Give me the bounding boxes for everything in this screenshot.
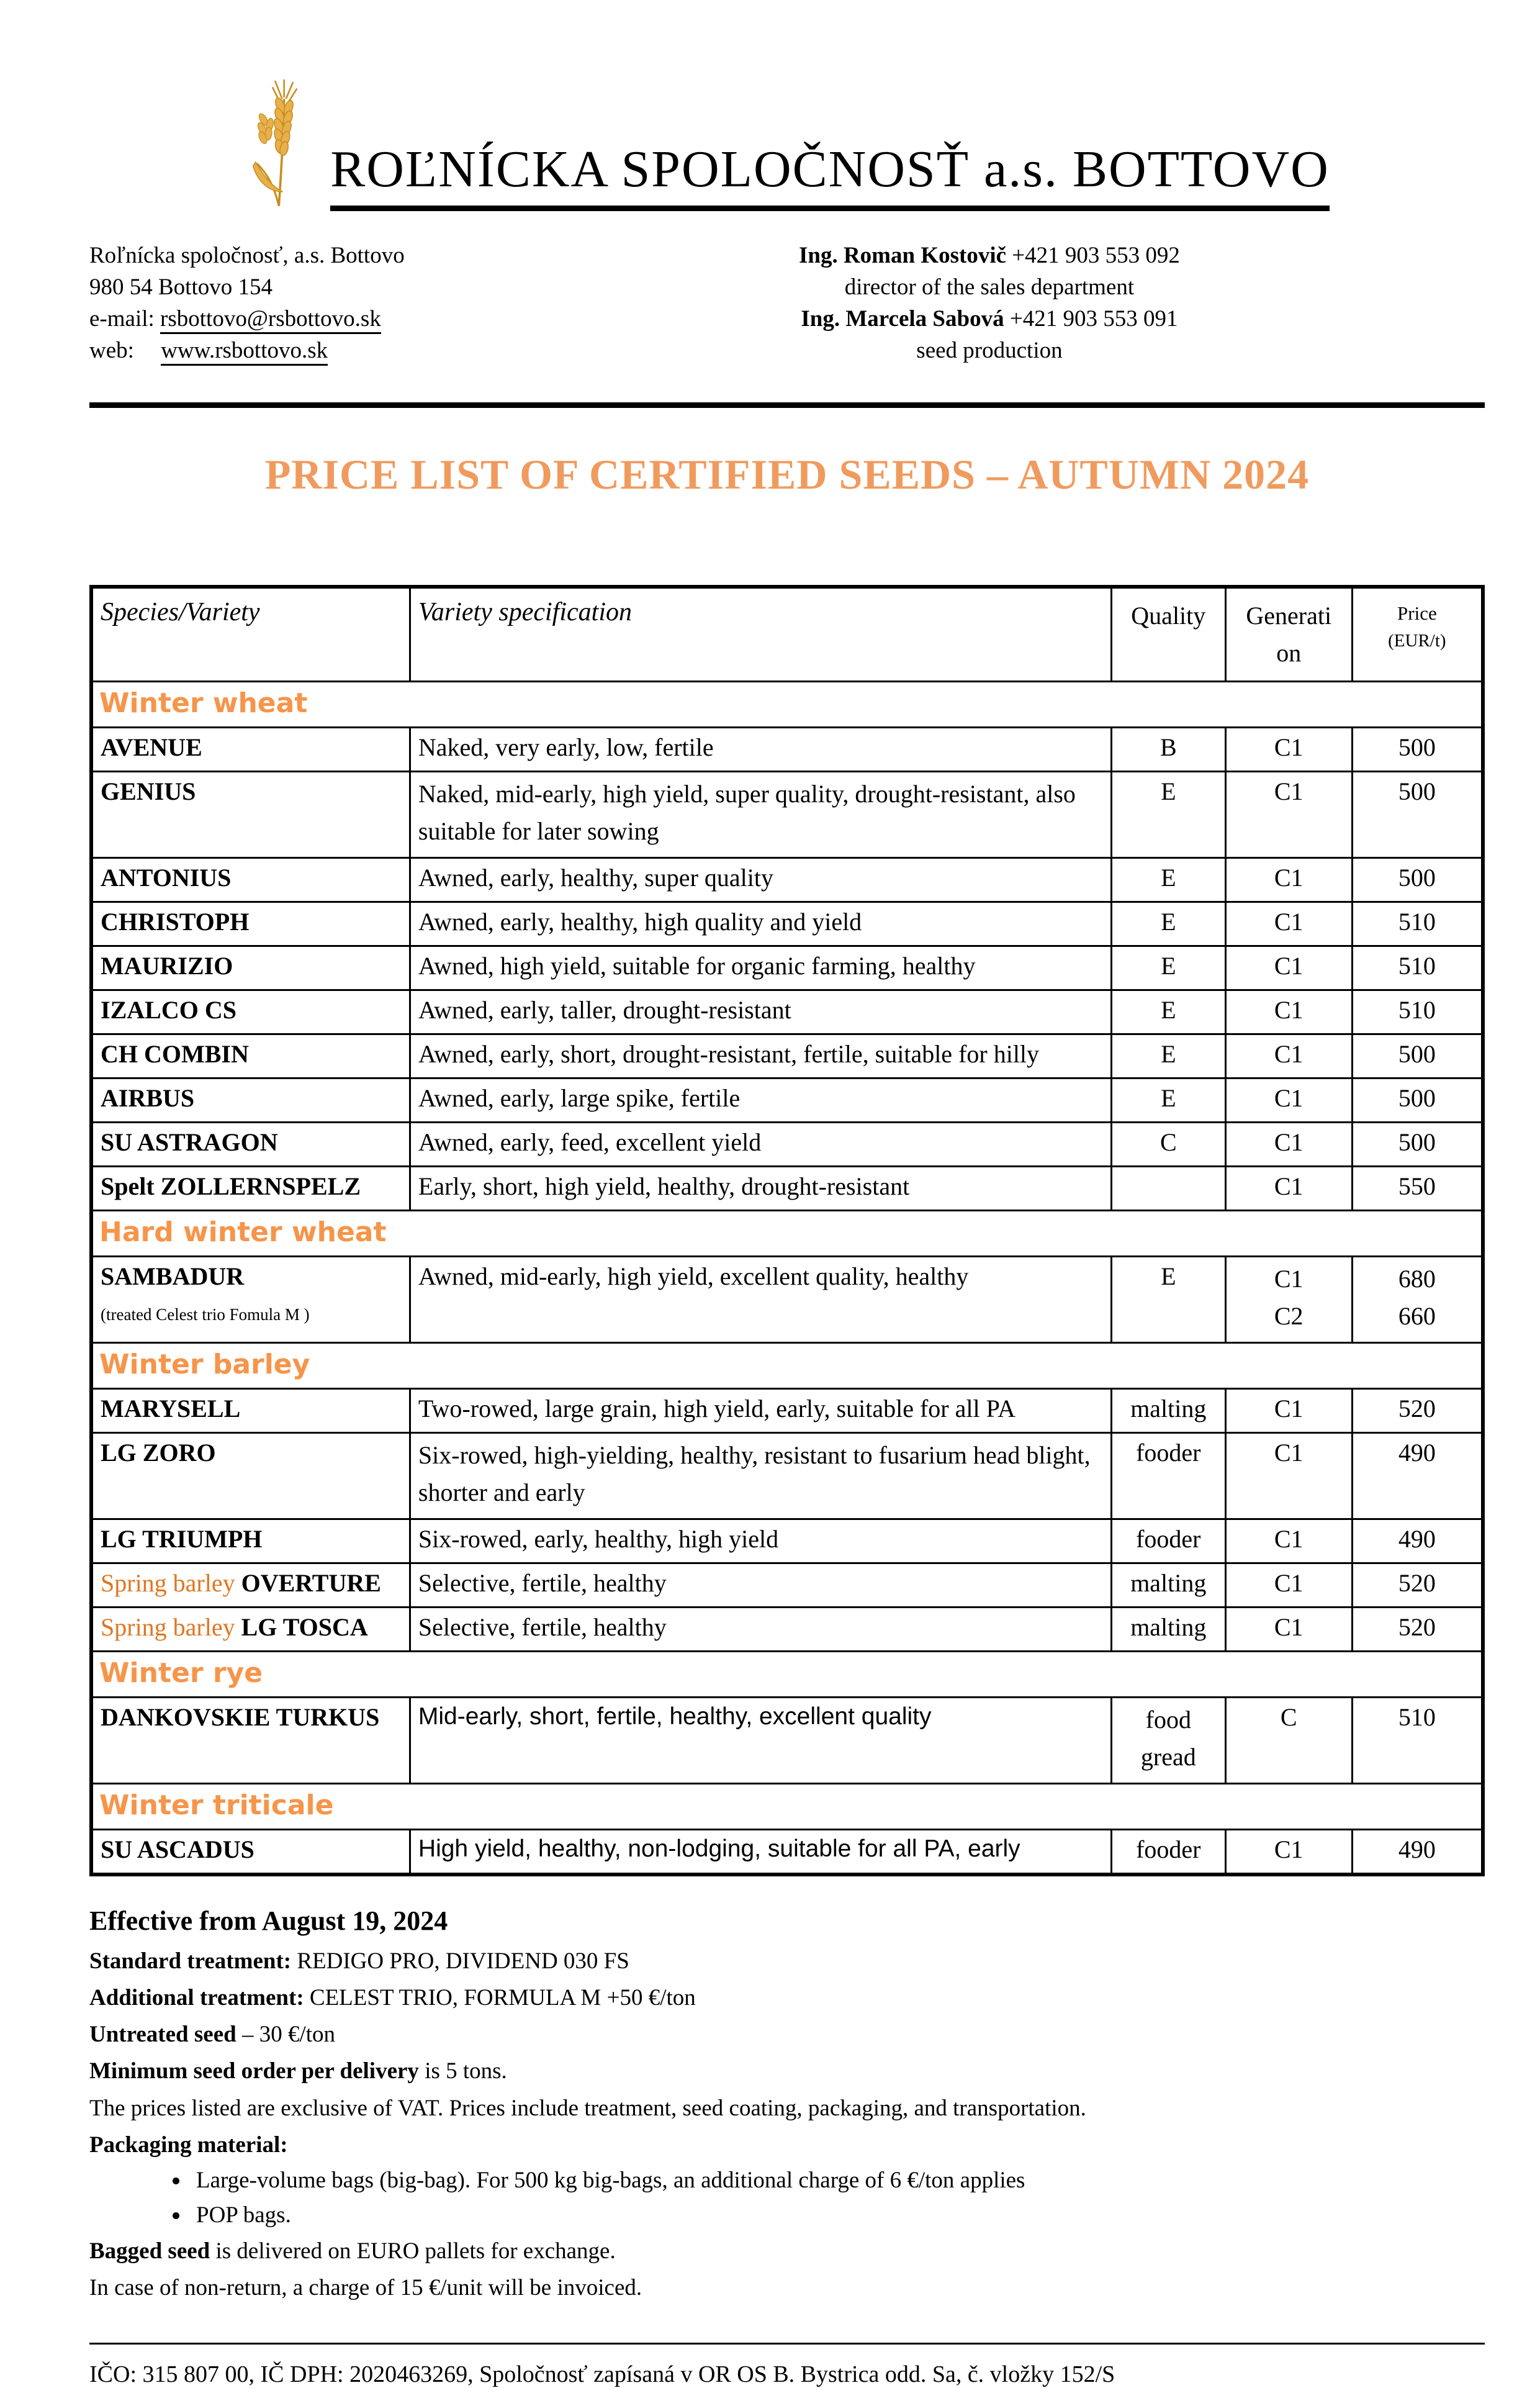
header-brand [89, 0, 1485, 211]
section-row-winter-wheat [91, 682, 1483, 728]
variety-cell [91, 1167, 410, 1211]
variety-prefix-label: Spring barley [101, 1613, 241, 1642]
table-row [91, 1519, 1483, 1563]
generation-cell: C1 [1225, 1167, 1352, 1211]
quality-cell: malting [1111, 1608, 1225, 1652]
quality-cell: E [1111, 1034, 1225, 1079]
variety-note: (treated Celest trio Fomula M ) [101, 1305, 310, 1324]
contact-company: Roľnícka spoločnosť, a.s. Bottovo [89, 243, 405, 268]
quality-cell: E [1111, 1079, 1225, 1123]
variety-name: SU ASTRAGON [101, 1128, 278, 1157]
generation-header-line1: Generati [1246, 602, 1332, 630]
variety-cell [91, 728, 410, 772]
generation-cell: C1 [1225, 1563, 1352, 1608]
after-bullet-lines [89, 2236, 1485, 2303]
variety-cell [91, 1034, 410, 1079]
table-row [91, 728, 1483, 772]
spec-cell: Naked, very early, low, fertile [410, 728, 1111, 772]
person-2-name: Ing. Marcela Sabová [801, 306, 1004, 332]
quality-cell: fooder [1111, 1433, 1225, 1519]
quality-cell: food gread [1111, 1698, 1225, 1784]
variety-cell [91, 1563, 410, 1608]
variety-name: SAMBADUR [101, 1262, 245, 1291]
price-cell: 500 [1352, 772, 1483, 858]
price-cell: 510 [1352, 1698, 1483, 1784]
section-header-winter-triticale: Winter triticale [91, 1784, 1483, 1830]
note-line [89, 2094, 1485, 2123]
note-line-text: In case of non-return, a charge of 15 €/unit will be invoiced. [89, 2274, 642, 2300]
contact-email-line [89, 303, 647, 335]
variety-name: LG TRIUMPH [101, 1525, 263, 1554]
note-line [89, 2236, 1485, 2266]
table-row [91, 946, 1483, 990]
variety-prefix-label: Spring barley [101, 1569, 241, 1598]
spec-cell: Early, short, high yield, healthy, drought-resistant [410, 1167, 1111, 1211]
generation-cell: C1 [1225, 902, 1352, 946]
price-cell: 490 [1352, 1519, 1483, 1563]
price-cell: 490 [1352, 1830, 1483, 1875]
variety-cell [91, 1830, 410, 1875]
spec-cell: Awned, early, healthy, high quality and yield [410, 902, 1111, 946]
spec-cell: Awned, early, short, drought-resistant, fertile, suitable for hilly [410, 1034, 1111, 1079]
variety-name: MARYSELL [101, 1395, 241, 1423]
section-row-winter-rye [91, 1652, 1483, 1698]
price-cell: 500 [1352, 728, 1483, 772]
price-column-header [1352, 587, 1483, 682]
quality-cell [1111, 1167, 1225, 1211]
generation-column-header [1225, 587, 1352, 682]
variety-name: CH COMBIN [101, 1040, 249, 1069]
generation-cell: C1 [1225, 858, 1352, 902]
price-cell: 490 [1352, 1433, 1483, 1519]
table-row [91, 858, 1483, 902]
variety-cell [91, 1519, 410, 1563]
price-cell: 520 [1352, 1389, 1483, 1433]
variety-name: AIRBUS [101, 1084, 195, 1113]
notes-section [89, 1905, 1485, 2303]
person-2-role: seed production [916, 338, 1063, 364]
bullet-item: • Large-volume bags (big-bag). For 500 kg big-bags, an additional charge of 6 €/ton applies [190, 2167, 1485, 2194]
spec-cell: Naked, mid-early, high yield, super quality, drought-resistant, also suitable for later sowing [410, 772, 1111, 858]
note-line [89, 1947, 1485, 1976]
note-line-text: is 5 tons. [418, 2058, 507, 2084]
note-line-text: – 30 €/ton [236, 2022, 336, 2048]
generation-cell: C [1225, 1698, 1352, 1784]
generation-cell: C1 [1225, 1123, 1352, 1167]
variety-name: CHRISTOPH [101, 908, 250, 936]
variety-name: IZALCO CS [101, 996, 236, 1024]
price-cell: 500 [1352, 1034, 1483, 1079]
quality-cell: E [1111, 772, 1225, 858]
person-1-phone: +421 903 553 092 [1012, 243, 1180, 268]
person-1-name: Ing. Roman Kostovič [798, 243, 1007, 268]
table-row [91, 1167, 1483, 1211]
generation-cell: C1 [1225, 946, 1352, 990]
generation-cell: C1 [1225, 990, 1352, 1034]
spec-cell: Selective, fertile, healthy [410, 1563, 1111, 1608]
section-header-winter-barley: Winter barley [91, 1343, 1483, 1389]
variety-cell [91, 1698, 410, 1784]
variety-cell [91, 1389, 410, 1433]
quality-cell: malting [1111, 1389, 1225, 1433]
variety-name: Spelt ZOLLERNSPELZ [101, 1172, 361, 1201]
generation-cell: C1 [1225, 1433, 1352, 1519]
quality-cell: E [1111, 946, 1225, 990]
variety-name: ANTONIUS [101, 864, 232, 892]
page-title: PRICE LIST OF CERTIFIED SEEDS – AUTUMN 2024 [264, 451, 1310, 499]
generation-cell: C1 [1225, 728, 1352, 772]
spec-cell: High yield, healthy, non-lodging, suitable for all PA, early [410, 1830, 1111, 1875]
spec-cell: Six-rowed, high-yielding, healthy, resistant to fusarium head blight, shorter and early [410, 1433, 1111, 1519]
variety-cell [91, 990, 410, 1034]
generation-cell: C1 [1225, 1389, 1352, 1433]
bullet-item: • POP bags. [190, 2202, 1485, 2228]
note-line [89, 2273, 1485, 2303]
spec-cell: Awned, high yield, suitable for organic farming, healthy [410, 946, 1111, 990]
table-row [91, 1034, 1483, 1079]
table-row [91, 1830, 1483, 1875]
spec-cell: Awned, early, taller, drought-resistant [410, 990, 1111, 1034]
variety-cell [91, 1433, 410, 1519]
person-2-phone: +421 903 553 091 [1009, 306, 1178, 332]
contact-left [89, 240, 647, 366]
generation-cell: C1 C2 [1225, 1257, 1352, 1343]
web-label: web: [89, 338, 134, 364]
price-cell: 520 [1352, 1563, 1483, 1608]
note-line-text: REDIGO PRO, DIVIDEND 030 FS [291, 1948, 629, 1974]
bottom-divider-rule [89, 2343, 1485, 2345]
variety-name: GENIUS [101, 777, 196, 806]
note-line [89, 2130, 1485, 2160]
email-label: e-mail: [89, 306, 155, 332]
quality-cell: B [1111, 728, 1225, 772]
quality-cell: E [1111, 858, 1225, 902]
quality-column-header: Quality [1111, 587, 1225, 682]
price-header-line2: (EUR/t) [1388, 631, 1446, 651]
generation-header-line2: on [1276, 639, 1302, 667]
quality-cell: malting [1111, 1563, 1225, 1608]
note-lines [89, 1947, 1485, 2160]
note-line-label: Minimum seed order per delivery [89, 2058, 419, 2084]
table-row [91, 1608, 1483, 1652]
table-row [91, 1698, 1483, 1784]
variety-cell [91, 1123, 410, 1167]
person-1-role: director of the sales department [844, 274, 1135, 301]
note-line-label: Standard treatment: [89, 1948, 292, 1974]
section-header-hard-winter-wheat: Hard winter wheat [91, 1211, 1483, 1257]
legal-line: IČO: 315 807 00, IČ DPH: 2020463269, Spoločnosť zapísaná v OR OS B. Bystrica odd. Sa, č. vložky 152/S [89, 2361, 1115, 2387]
variety-cell [91, 902, 410, 946]
spec-cell: Mid-early, short, fertile, healthy, excellent quality [410, 1698, 1111, 1784]
generation-cell: C1 [1225, 1034, 1352, 1079]
note-line [89, 2020, 1485, 2050]
header-divider-rule [89, 402, 1485, 408]
section-header-winter-rye: Winter rye [91, 1652, 1483, 1698]
table-row [91, 1433, 1483, 1519]
variety-cell [91, 1079, 410, 1123]
contact-email-link[interactable]: rsbottovo@rsbottovo.sk [160, 306, 381, 334]
variety-cell [91, 1257, 410, 1343]
note-line-text: is delivered on EURO pallets for exchange. [210, 2238, 616, 2264]
contact-person-1 [647, 240, 1331, 271]
table-row [91, 902, 1483, 946]
variety-cell [91, 1608, 410, 1652]
price-table [89, 585, 1485, 1876]
contact-web-line [89, 335, 647, 366]
table-row [91, 772, 1483, 858]
packaging-bullet-list [154, 2167, 1485, 2228]
quality-cell: E [1111, 990, 1225, 1034]
section-row-hard-winter-wheat [91, 1211, 1483, 1257]
contact-person-2 [647, 303, 1331, 335]
price-cell: 550 [1352, 1167, 1483, 1211]
spec-cell: Awned, mid-early, high yield, excellent quality, healthy [410, 1257, 1111, 1343]
note-line-text: The prices listed are exclusive of VAT. Prices include treatment, seed coating, packaging, and transportation. [89, 2095, 1086, 2121]
price-cell: 500 [1352, 1123, 1483, 1167]
spec-cell: Two-rowed, large grain, high yield, early, suitable for all PA [410, 1389, 1111, 1433]
variety-name: DANKOVSKIE TURKUS [101, 1703, 380, 1732]
variety-cell [91, 946, 410, 990]
species-column-header: Species/Variety [91, 587, 410, 682]
variety-cell [91, 772, 410, 858]
spec-cell: Awned, early, healthy, super quality [410, 858, 1111, 902]
variety-name: AVENUE [101, 733, 202, 762]
contact-address: 980 54 Bottovo 154 [89, 274, 272, 301]
company-title: ROĽNÍCKA SPOLOČNOSŤ a.s. BOTTOVO [330, 142, 1330, 211]
table-row [91, 1389, 1483, 1433]
price-cell: 500 [1352, 1079, 1483, 1123]
variety-name: LG ZORO [101, 1439, 216, 1467]
spec-cell: Six-rowed, early, healthy, high yield [410, 1519, 1111, 1563]
quality-cell: fooder [1111, 1519, 1225, 1563]
generation-cell: C1 [1225, 1830, 1352, 1875]
note-line [89, 2056, 1485, 2086]
note-line [89, 1983, 1485, 2013]
section-row-winter-triticale [91, 1784, 1483, 1830]
price-header-line1: Price [1397, 602, 1437, 625]
price-cell: 520 [1352, 1608, 1483, 1652]
content [89, 0, 1485, 2388]
wheat-ear-icon [245, 79, 304, 209]
generation-cell: C1 [1225, 1608, 1352, 1652]
note-line-label: Packaging material: [89, 2132, 288, 2158]
table-row [91, 1123, 1483, 1167]
note-line-label: Bagged seed [89, 2238, 210, 2264]
table-row [91, 1257, 1483, 1343]
quality-cell: E [1111, 902, 1225, 946]
variety-name: LG TOSCA [241, 1613, 368, 1642]
quality-cell: fooder [1111, 1830, 1225, 1875]
price-cell: 500 [1352, 858, 1483, 902]
contact-block [89, 240, 1485, 366]
note-line-label: Untreated seed [89, 2022, 236, 2048]
generation-cell: C1 [1225, 1519, 1352, 1563]
effective-date: Effective from August 19, 2024 [89, 1906, 448, 1937]
table-row [91, 990, 1483, 1034]
spec-cell: Awned, early, feed, excellent yield [410, 1123, 1111, 1167]
variety-name: SU ASCADUS [101, 1835, 254, 1864]
spec-cell: Awned, early, large spike, fertile [410, 1079, 1111, 1123]
contact-right [647, 240, 1331, 366]
section-header-winter-wheat: Winter wheat [91, 682, 1483, 728]
table-row [91, 1079, 1483, 1123]
variety-name: MAURIZIO [101, 952, 233, 980]
variety-cell [91, 858, 410, 902]
price-cell: 510 [1352, 990, 1483, 1034]
table-header-row [91, 587, 1483, 682]
price-cell: 680 660 [1352, 1257, 1483, 1343]
generation-cell: C1 [1225, 772, 1352, 858]
generation-cell: C1 [1225, 1079, 1352, 1123]
price-cell: 510 [1352, 902, 1483, 946]
contact-web-link[interactable]: www.rsbottovo.sk [161, 338, 328, 366]
spec-cell: Selective, fertile, healthy [410, 1608, 1111, 1652]
section-row-winter-barley [91, 1343, 1483, 1389]
table-row [91, 1563, 1483, 1608]
price-cell: 510 [1352, 946, 1483, 990]
spec-column-header: Variety specification [410, 587, 1111, 682]
quality-cell: E [1111, 1257, 1225, 1343]
quality-cell: C [1111, 1123, 1225, 1167]
note-line-text: CELEST TRIO, FORMULA M +50 €/ton [304, 1985, 696, 2011]
note-line-label: Additional treatment: [89, 1985, 304, 2011]
variety-name: OVERTURE [241, 1569, 381, 1598]
